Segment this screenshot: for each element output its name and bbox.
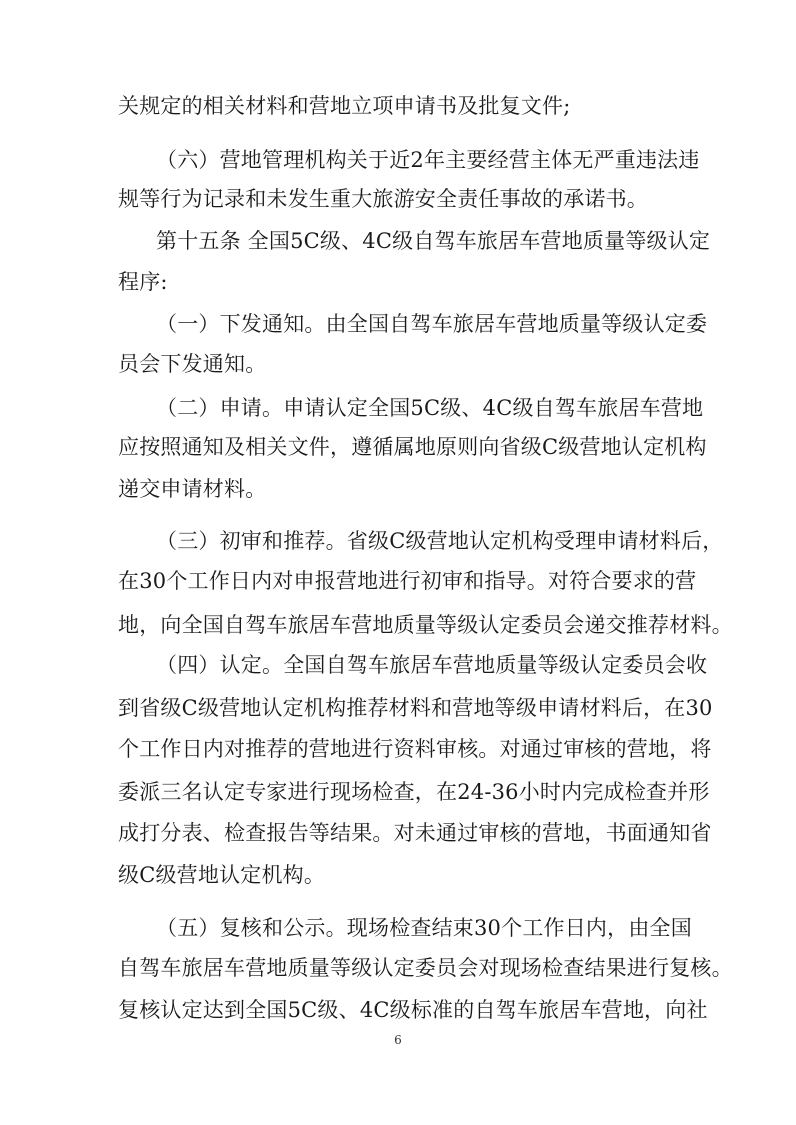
page-number: 6 [394, 1033, 402, 1047]
text-line: 到省级C级营地认定机构推荐材料和营地等级申请材料后，在30 [118, 696, 713, 720]
text-line: 成打分表、检查报告等结果。对未通过审核的营地，书面通知省 [118, 821, 712, 845]
text-line: 在30个工作日内对申报营地进行初审和指导。对符合要求的营 [118, 569, 697, 593]
text-line: 地，向全国自驾车旅居车营地质量等级认定委员会递交推荐材料。 [118, 613, 733, 637]
text-line: 自驾车旅居车营地质量等级认定委员会对现场检查结果进行复核。 [118, 956, 733, 980]
text-line: 程序: [118, 270, 168, 294]
text-line: （五）复核和公示。现场检查结束30个工作日内，由全国 [156, 916, 692, 940]
article-heading: 第十五条 全国5C级、4C级自驾车旅居车营地质量等级认定 [156, 229, 711, 253]
text-line: （四）认定。全国自驾车旅居车营地质量等级认定委员会收 [156, 653, 708, 677]
text-line: 复核认定达到全国5C级、4C级标准的自驾车旅居车营地，向社 [118, 998, 708, 1022]
text-line: 规等行为记录和未发生重大旅游安全责任事故的承诺书。 [118, 187, 648, 211]
text-line: （三）初审和推荐。省级C级营地认定机构受理申请材料后， [156, 529, 724, 553]
text-line: （六）营地管理机构关于近2年主要经营主体无严重违法违 [156, 148, 700, 172]
text-line: （二）申请。申请认定全国5C级、4C级自驾车旅居车营地 [156, 396, 704, 420]
text-line: 个工作日内对推荐的营地进行资料审核。对通过审核的营地，将 [118, 737, 712, 761]
text-line: 应按照通知及相关文件，遵循属地原则向省级C级营地认定机构 [118, 435, 707, 459]
text-line: （一）下发通知。由全国自驾车旅居车营地质量等级认定委 [156, 312, 708, 336]
text-line: 关规定的相关材料和营地立项申请书及批复文件; [118, 94, 571, 118]
text-line: 级C级营地认定机构。 [118, 863, 326, 887]
text-line: 递交申请材料。 [118, 477, 267, 501]
text-line: 员会下发通知。 [118, 352, 267, 376]
text-line: 委派三名认定专家进行现场检查，在24-36小时内完成检查并形 [118, 780, 710, 804]
